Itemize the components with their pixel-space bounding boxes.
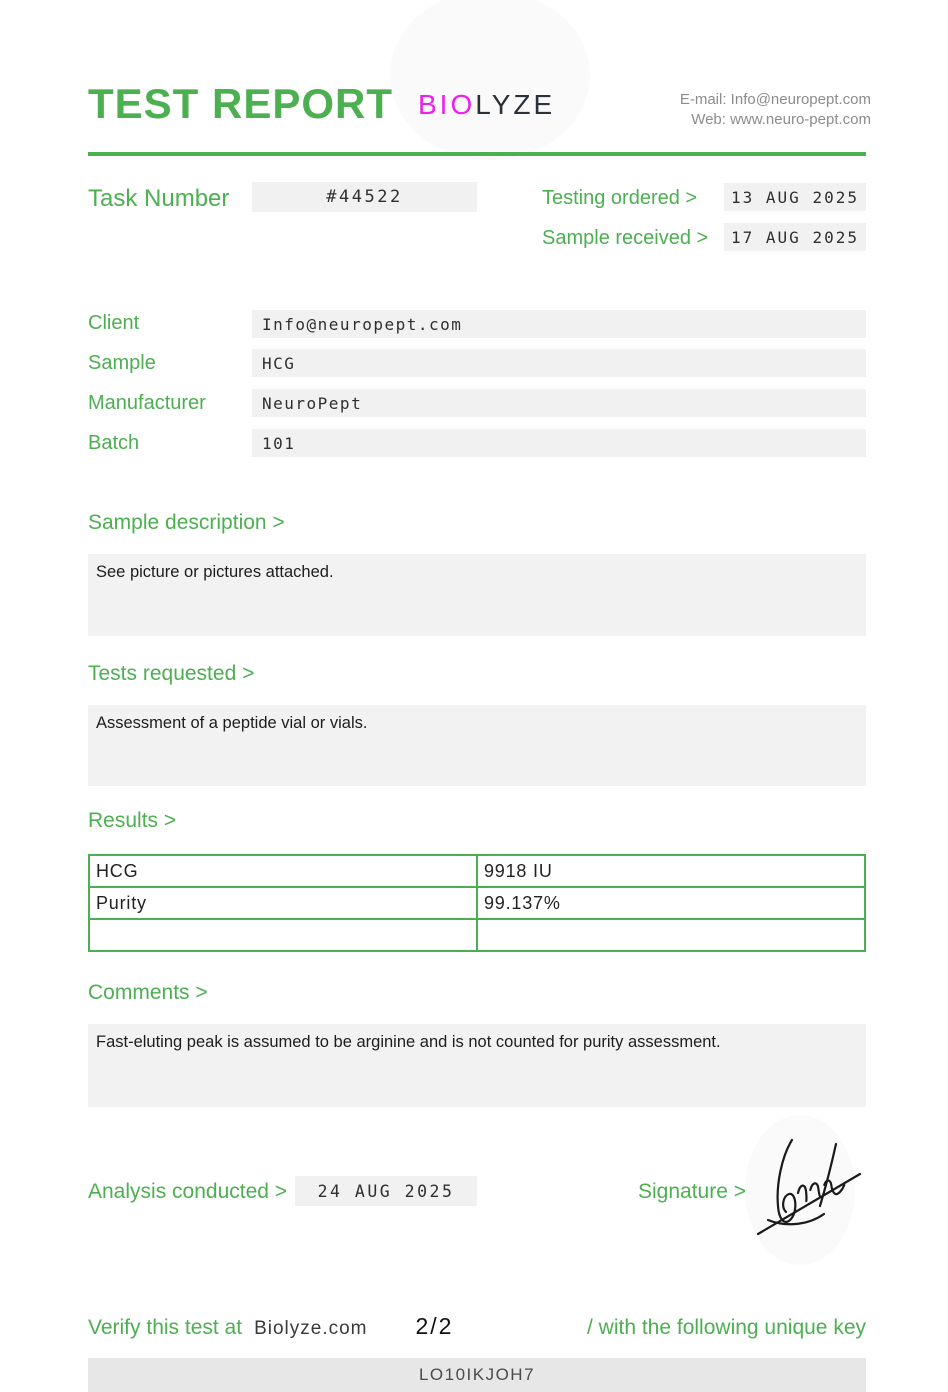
- result-value-cell: 99.137%: [477, 887, 865, 919]
- sample-description-body: See picture or pictures attached.: [88, 554, 866, 636]
- sample-received-value: 17 AUG 2025: [724, 223, 866, 251]
- header-divider: [88, 152, 866, 156]
- result-value-cell: [477, 919, 865, 951]
- comments-heading: Comments >: [88, 981, 208, 1004]
- testing-ordered-value: 13 AUG 2025: [724, 183, 866, 211]
- table-row: [89, 919, 865, 951]
- manufacturer-value: NeuroPept: [252, 389, 866, 417]
- biolyze-logo: [418, 89, 555, 121]
- result-name-cell: Purity: [89, 887, 477, 919]
- table-row: [89, 855, 865, 887]
- tests-requested-body: Assessment of a peptide vial or vials.: [88, 705, 866, 786]
- result-value-cell: 9918 IU: [477, 855, 865, 887]
- signature-label: Signature >: [638, 1180, 746, 1203]
- logo-part-bio: BIO: [418, 89, 476, 120]
- testing-ordered-label: Testing ordered >: [542, 187, 698, 209]
- sample-label: Sample: [88, 352, 156, 374]
- result-name-cell: [89, 919, 477, 951]
- client-label: Client: [88, 312, 140, 334]
- tests-requested-heading: Tests requested >: [88, 662, 255, 685]
- verify-site-link[interactable]: Biolyze.com: [254, 1318, 368, 1339]
- table-row: [89, 887, 865, 919]
- result-name-cell: HCG: [89, 855, 477, 887]
- results-heading: Results >: [88, 809, 177, 832]
- batch-value: 101: [252, 429, 866, 457]
- page-title: TEST REPORT: [88, 80, 394, 127]
- analysis-conducted-label: Analysis conducted >: [88, 1180, 288, 1203]
- analysis-conducted-value: 24 AUG 2025: [295, 1176, 477, 1206]
- batch-label: Batch: [88, 432, 140, 454]
- signature-icon: [748, 1130, 866, 1245]
- unique-key-value: LO10IKJOH7: [88, 1358, 866, 1392]
- sample-received-label: Sample received >: [542, 227, 709, 249]
- background-smudge-top: [390, 0, 590, 160]
- sample-value: HCG: [252, 349, 866, 377]
- manufacturer-label: Manufacturer: [88, 392, 206, 414]
- comments-body: Fast-eluting peak is assumed to be arginine and is not counted for purity assessment.: [88, 1024, 866, 1107]
- verify-prefix-text: Verify this test at: [88, 1316, 243, 1339]
- contact-email[interactable]: E-mail: Info@neuropept.com: [679, 91, 871, 108]
- logo-part-lyze: LYZE: [475, 89, 556, 120]
- results-table: [88, 854, 866, 952]
- verify-line: [88, 1313, 866, 1340]
- task-number-label: Task Number: [88, 185, 230, 212]
- contact-info: [680, 90, 871, 130]
- contact-web[interactable]: Web: www.neuro-pept.com: [691, 111, 871, 128]
- client-value: Info@neuropept.com: [252, 310, 866, 338]
- page-indicator: 2/2: [415, 1313, 454, 1339]
- sample-description-heading: Sample description >: [88, 511, 285, 534]
- verify-suffix-text: / with the following unique key: [587, 1316, 866, 1339]
- task-number-value: #44522: [252, 182, 477, 212]
